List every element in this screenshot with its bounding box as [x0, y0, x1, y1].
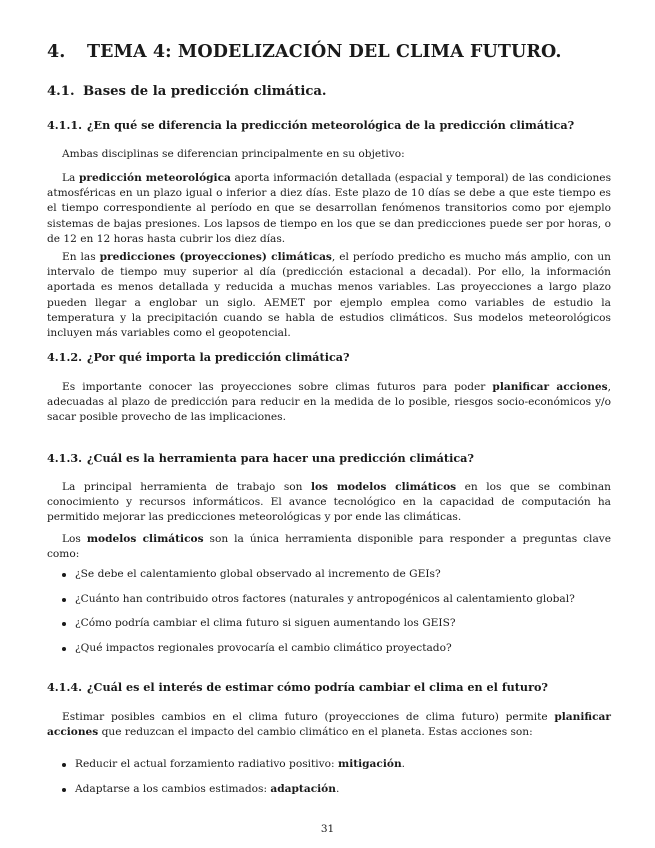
bold-term: planificar acciones: [492, 381, 608, 393]
bold-term: predicciones (proyecciones) climáticas: [99, 251, 332, 263]
paragraph-text: [47, 380, 611, 426]
text-run: .: [335, 782, 340, 795]
list-item: [47, 617, 611, 632]
subsection-number: 4.1.1.: [47, 118, 83, 132]
page-number: 31: [320, 823, 335, 835]
bullet-icon: [62, 647, 66, 651]
action-list: [47, 758, 611, 807]
text-run: Estimar posibles cambios en el clima futuro (proyecciones de clima futuro) permite: [62, 711, 555, 723]
subsection-title: ¿Por qué importa la predicción climática?: [87, 350, 350, 364]
bold-term: mitigación: [338, 758, 402, 770]
subsection-heading-1: [47, 118, 574, 132]
paragraph: [47, 480, 611, 526]
bold-term: modelos climáticos: [86, 533, 204, 545]
text-run: aporta información detallada (espacial y temporal) de las condiciones atmosféricas en un plazo igual o inferior a diez días. Este plazo de 10 días se debe a que este tiempo es el tiempo correspondiente al período en que se desarrollan fenómenos transitorios como por ejemplo sistemas de bajas presiones. Los lapsos de tiempo en los que se dan predicciones puede ser por horas, o de 12 en 12 horas hasta cubrir los diez días.: [47, 172, 612, 245]
paragraph-text: [47, 171, 611, 247]
subsection-title: ¿Cuál es el interés de estimar cómo podría cambiar el clima en el futuro?: [87, 680, 548, 694]
text-run: Adaptarse a los cambios estimados:: [75, 782, 271, 795]
text-run: en los que se combinan conocimiento y recursos informáticos. El avance tecnológico en la capacidad de computación ha permitido mejorar las predicciones meteorológicas y por ende las climáticas.: [47, 481, 612, 524]
list-item-text: ¿Qué impactos regionales provocaría el cambio climático proyectado?: [75, 642, 452, 655]
list-item-text: ¿Cuánto han contribuido otros factores (naturales y antropogénicos al calentamiento global?: [75, 592, 575, 605]
paragraph-text: Ambas disciplinas se diferencian principalmente en su objetivo:: [62, 148, 405, 160]
list-item: [47, 783, 611, 798]
chapter-number: 4.: [47, 42, 66, 62]
list-item: [47, 642, 611, 657]
bullet-icon: [62, 573, 66, 577]
text-run: , el período predicho es mucho más amplio, con un intervalo de tiempo muy superior al día (predicción estacional a decadal). Por ello, la información aportada es menos detallada y reducida a muchas menos variables. Las proyecciones a largo plazo pueden llegar a englobar un siglo. AEMET por ejemplo emplea como variables de estudio la temperatura y la precipitación cuando se habla de estudios climáticos. Sus modelos meteorológicos incluyen más variables como el geopotencial.: [47, 251, 612, 340]
text-run: Es importante conocer las proyecciones sobre climas futuros para poder: [62, 381, 493, 393]
bullet-icon: [62, 598, 66, 602]
paragraph-text: [47, 710, 611, 740]
list-item: [47, 758, 611, 773]
subsection-title: ¿Cuál es la herramienta para hacer una predicción climática?: [87, 451, 474, 465]
paragraph: [47, 380, 611, 426]
bullet-icon: [62, 622, 66, 626]
list-item-text: ¿Se debe el calentamiento global observado al incremento de GEIs?: [75, 568, 441, 580]
bullet-icon: [62, 788, 66, 792]
bold-term: adaptación: [270, 782, 336, 795]
text-run: La principal herramienta de trabajo son: [62, 481, 311, 493]
paragraph: [47, 532, 611, 562]
text-run: En las: [62, 251, 100, 263]
list-item-text: ¿Cómo podría cambiar el clima futuro si siguen aumentando los GEIS?: [75, 617, 456, 630]
section-heading: [47, 84, 327, 99]
subsection-number: 4.1.4.: [47, 680, 83, 694]
text-run: Los: [62, 533, 87, 545]
subsection-number: 4.1.2.: [47, 350, 83, 364]
paragraph: [47, 710, 611, 740]
paragraph-text: [47, 480, 611, 526]
text-run: La: [62, 172, 79, 184]
bold-term: los modelos climáticos: [310, 481, 457, 493]
subsection-heading-4: [47, 680, 548, 694]
subsection-number: 4.1.3.: [47, 451, 83, 465]
subsection-title: ¿En qué se diferencia la predicción meteorológica de la predicción climática?: [87, 118, 575, 132]
text-run: son la única herramienta disponible para responder a preguntas clave como:: [47, 533, 612, 561]
section-number: 4.1.: [47, 84, 75, 99]
bold-term: planificar acciones: [47, 711, 611, 739]
text-run: que reduzcan el impacto del cambio climático en el planeta. Estas acciones son:: [98, 726, 533, 739]
paragraph-text: [47, 532, 611, 562]
paragraph: [47, 171, 611, 247]
chapter-title: TEMA 4: MODELIZACIÓN DEL CLIMA FUTURO.: [87, 42, 562, 62]
text-run: Reducir el actual forzamiento radiativo positivo:: [75, 758, 338, 770]
text-run: .: [401, 758, 406, 770]
paragraph-text: [47, 250, 611, 341]
section-title: Bases de la predicción climática.: [83, 84, 327, 99]
bold-term: predicción meteorológica: [78, 172, 231, 184]
text-run: , adecuadas al plazo de predicción para reducir en la medida de lo posible, riesgos socio-económicos y/o sacar posible provecho de las implicaciones.: [47, 381, 612, 424]
question-list: [47, 568, 611, 667]
list-item: [47, 593, 611, 608]
subsection-heading-3: [47, 451, 474, 465]
bullet-icon: [62, 763, 66, 767]
list-item: [47, 568, 611, 583]
subsection-heading-2: [47, 350, 350, 364]
chapter-heading: [47, 42, 562, 62]
paragraph: [47, 147, 611, 162]
paragraph: [47, 250, 611, 341]
